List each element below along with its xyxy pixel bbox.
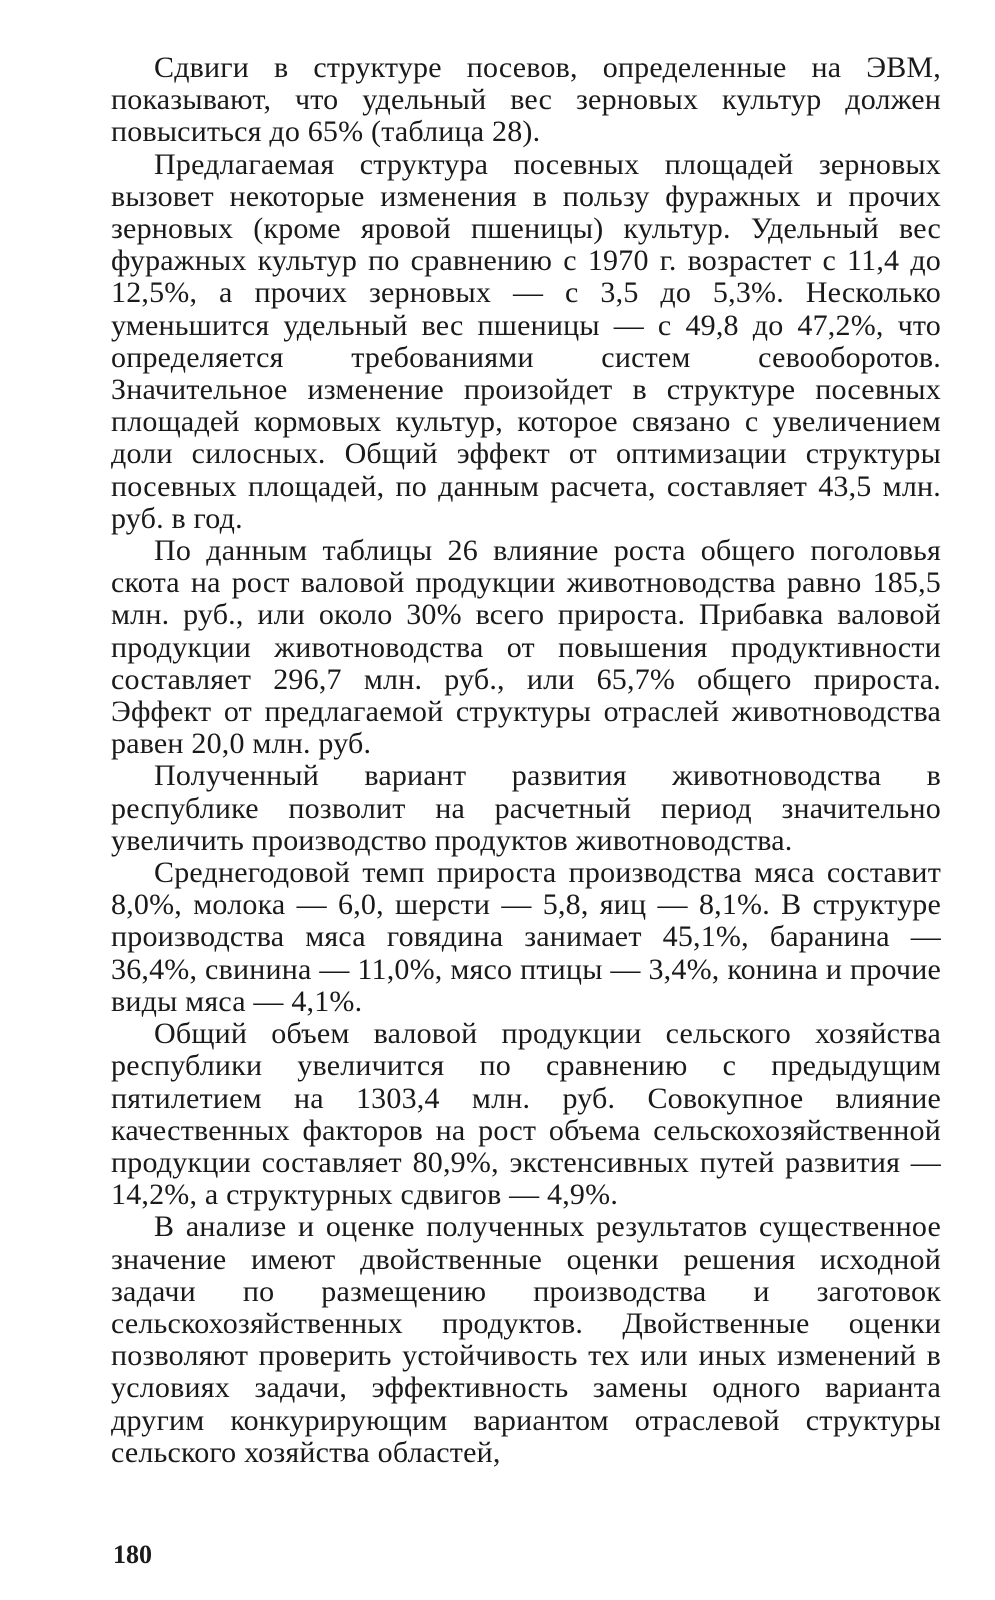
paragraph-livestock-growth: По данным таблицы 26 влияние роста общего поголовья скота на рост валовой продукции животноводства равно 185,5 млн. руб., или около 30% всего прироста. Прибавка валовой продукции животноводства от повышения продуктивности составляет 296,7 млн. руб., или 65,7% общего прироста. Эффект от предлагаемой структуры отраслей животноводства равен 20,0 млн. руб. (111, 534, 941, 761)
paragraph-meat-production: Среднегодовой темп прироста производства мяса составит 8,0%, молока — 6,0, шерсти — 5,8, яиц — 8,1%. В структуре производства мяса говядина занимает 45,1%, баранина — 36,4%, свинина — 11,0%, мясо птицы — 3,4%, конина и прочие виды мяса — 4,1%. (111, 856, 941, 1018)
paragraph-sown-area-structure: Предлагаемая структура посевных площадей зерновых вызовет некоторые изменения в пользу фуражных и прочих зерновых (кроме яровой пшеницы) культур. Удельный вес фуражных культур по сравнению с 1970 г. возрастет с 11,4 до 12,5%, а прочих зерновых — с 3,5 до 5,3%. Несколько уменьшится удельный вес пшеницы — с 49,8 до 47,2%, что определяется требованиями систем севооборотов. Значительное изменение произойдет в структуре посевных площадей кормовых культур, которое связано с увеличением доли силосных. Общий эффект от оптимизации структуры посевных площадей, по данным расчета, составляет 43,5 млн. руб. в год. (111, 147, 941, 535)
paragraph-dual-estimates: В анализе и оценке полученных результатов существенное значение имеют двойственные оценки решения исходной задачи по размещению производства и заготовок сельскохозяйственных продуктов. Двойственные оценки позволяют проверить устойчивость тех или иных изменений в условиях задачи, эффективность замены одного варианта другим конкурирующим вариантом отраслевой структуры сельского хозяйства областей, (111, 1210, 941, 1469)
paragraph-crop-shift: Сдвиги в структуре посевов, определенные на ЭВМ, показывают, что удельный вес зерновых культур должен повыситься до 65% (таблица 28). (111, 51, 941, 149)
paragraph-livestock-variant: Полученный вариант развития животноводства в республике позволит на расчетный период значительно увеличить производство продуктов животноводства. (111, 759, 941, 857)
paragraph-gross-output: Общий объем валовой продукции сельского хозяйства республики увеличится по сравнению с предыдущим пятилетием на 1303,4 млн. руб. Совокупное влияние качественных факторов на рост объема сельскохозяйственной продукции составляет 80,9%, экстенсивных путей развития — 14,2%, а структурных сдвигов — 4,9%. (111, 1017, 941, 1212)
body-text (111, 52, 941, 1469)
page-number: 180 (113, 1540, 152, 1569)
